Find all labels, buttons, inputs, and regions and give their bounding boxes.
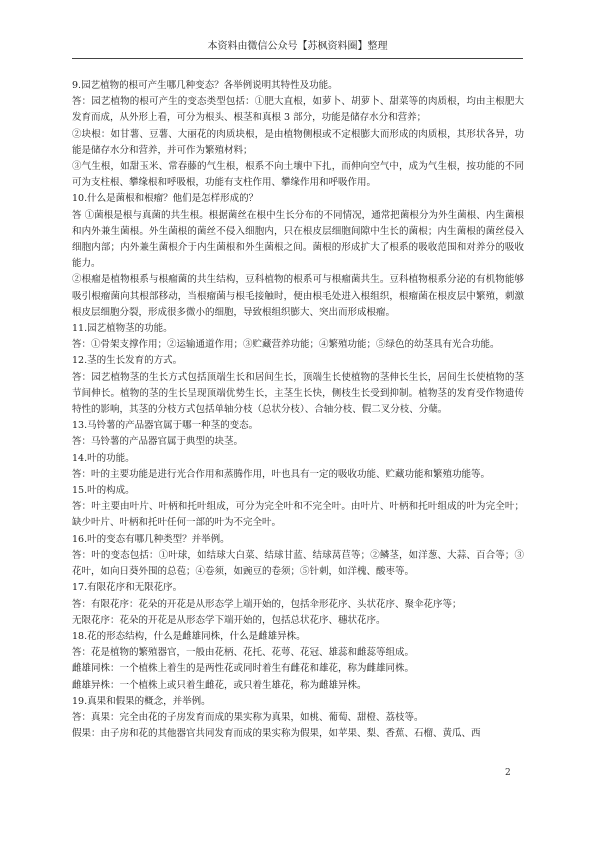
answer-12: 答：园艺植物茎的生长方式包括顶端生长和居间生长，顶端生长使植物的茎伸长生长，居间生长使植物的茎节间伸长。植物的茎的生长呈现顶端优势生长，主茎生长快，侧枝生长受到抑制。植物茎的发育受作物遗传特性的影响，其茎的分枝方式包括单轴分枝（总状分枝）、合轴分枝、假二叉分枝、分蘖。 xyxy=(72,371,524,416)
answer-19-part1: 答：真果：完全由花的子房发育而成的果实称为真果，如桃、葡萄、甜橙、荔枝等。 xyxy=(72,711,424,723)
answer-17-part2: 无限花序：花朵的开花是从形态学下端开始的，包括总状花序、穗状花序。 xyxy=(72,614,386,626)
answer-18-part2: 雌雄同株：一个植株上着生的是两性花或同时着生有雌花和雄花，称为雌雄同株。 xyxy=(72,663,415,675)
document-body xyxy=(72,78,524,742)
question-15: 15.叶的构成。 xyxy=(72,485,135,497)
answer-18-part3: 雌雄异株：一个植株上或只着生雌花，或只着生雄花，称为雌雄异株。 xyxy=(72,679,367,691)
answer-16: 答：叶的变态包括：①叶球，如结球大白菜、结球甘蓝、结球莴苣等；②鳞茎，如洋葱、大蒜、百合等；③花叶，如向日葵外围的总苞；④卷须，如豌豆的卷须；⑤针刺，如洋槐、酸枣等。 xyxy=(72,549,524,578)
question-17: 17.有限花序和无限花序。 xyxy=(72,582,183,594)
question-11: 11.园艺植物茎的功能。 xyxy=(72,323,173,335)
question-10: 10.什么是菌根和根瘤？他们是怎样形成的？ xyxy=(72,193,259,205)
answer-11: 答：①骨架支撑作用；②运输通道作用；③贮藏营养功能；④繁殖功能；⑤绿色的幼茎具有光合功能。 xyxy=(72,339,500,351)
question-14: 14.叶的功能。 xyxy=(72,452,135,464)
answer-14: 答：叶的主要功能是进行光合作用和蒸腾作用，叶也具有一定的吸收功能、贮藏功能和繁殖功能等。 xyxy=(72,468,491,480)
question-13: 13.马铃薯的产品器官属于哪一种茎的变态。 xyxy=(72,420,259,432)
header-divider xyxy=(72,58,523,59)
answer-13: 答：马铃薯的产品器官属于典型的块茎。 xyxy=(72,436,244,448)
page-header: 本资料由微信公众号【苏枫资料圈】整理 xyxy=(207,41,388,52)
question-19: 19.真果和假果的概念，并举例。 xyxy=(72,695,211,707)
question-16: 16.叶的变态有哪几种类型？并举例。 xyxy=(72,533,230,545)
answer-9-part1: 答：园艺植物的根可产生的变态类型包括：①肥大直根，如萝卜、胡萝卜、甜菜等的肉质根，均由主根肥大发育而成，从外形上看，可分为根头、根茎和真根 3 部分，功能是储存水分和营养； xyxy=(72,96,524,124)
answer-18-part1: 答：花是植物的繁殖器官，一般由花柄、花托、花萼、花冠、雄蕊和雌蕊等组成。 xyxy=(72,647,415,659)
page-number: 2 xyxy=(505,768,511,778)
question-12: 12.茎的生长发育的方式。 xyxy=(72,355,183,367)
answer-15: 答：叶主要由叶片、叶柄和托叶组成，可分为完全叶和不完全叶。由叶片、叶柄和托叶组成的叶为完全叶；缺少叶片、叶柄和托叶任何一部的叶为不完全叶。 xyxy=(72,501,524,529)
question-9: 9.园艺植物的根可产生哪几种变态？各举例说明其特性及功能。 xyxy=(72,80,338,91)
answer-10-part1: 答 ①菌根是根与真菌的共生根。根据菌丝在根中生长分布的不同情况，通常把菌根分为外生菌根、内生菌根和内外兼生菌根。外生菌根的菌丝不侵入细胞内，只在根皮层细胞间隙中生长的菌根；内生菌根的菌丝侵入细胞内部；内外兼生菌根介于内生菌根和外生菌根之间。菌根的形成扩大了根系的吸收范围和对养分的吸收能力。 xyxy=(72,209,524,270)
question-18: 18.花的形态结构，什么是雌雄同株，什么是雌雄异株。 xyxy=(72,630,306,642)
answer-17-part1: 答：有限花序：花朵的开花是从形态学上端开始的，包括伞形花序、头状花序、聚伞花序等； xyxy=(72,598,462,610)
answer-10-part2: ②根瘤是植物根系与根瘤菌的共生结构，豆科植物的根系可与根瘤菌共生。豆科植物根系分泌的有机物能够吸引根瘤菌向其根部移动，当根瘤菌与根毛接触时，便由根毛处进入根组织，根瘤菌在根皮层中繁殖，刺激根皮层细胞分裂，形成很多微小的细胞，导致根组织膨大、突出而形成根瘤。 xyxy=(72,274,524,318)
answer-19-part2: 假果：由子房和花的其他器官共同发育而成的果实称为假果，如苹果、梨、香蕉、石榴、黄瓜、西 xyxy=(72,728,481,740)
answer-9-part2: ②块根：如甘薯、豆薯、大丽花的肉质块根，是由植物侧根或不定根膨大而形成的肉质根，其形状各异，功能是储存水分和营养，并可作为繁殖材料； xyxy=(72,128,524,156)
answer-9-part3: ③气生根，如甜玉米、常春藤的气生根，根系不向土壤中下扎，而伸向空气中，成为气生根，按功能的不同可为支柱根、攀缘根和呼吸根，功能有支柱作用、攀缘作用和呼吸作用。 xyxy=(72,161,524,189)
